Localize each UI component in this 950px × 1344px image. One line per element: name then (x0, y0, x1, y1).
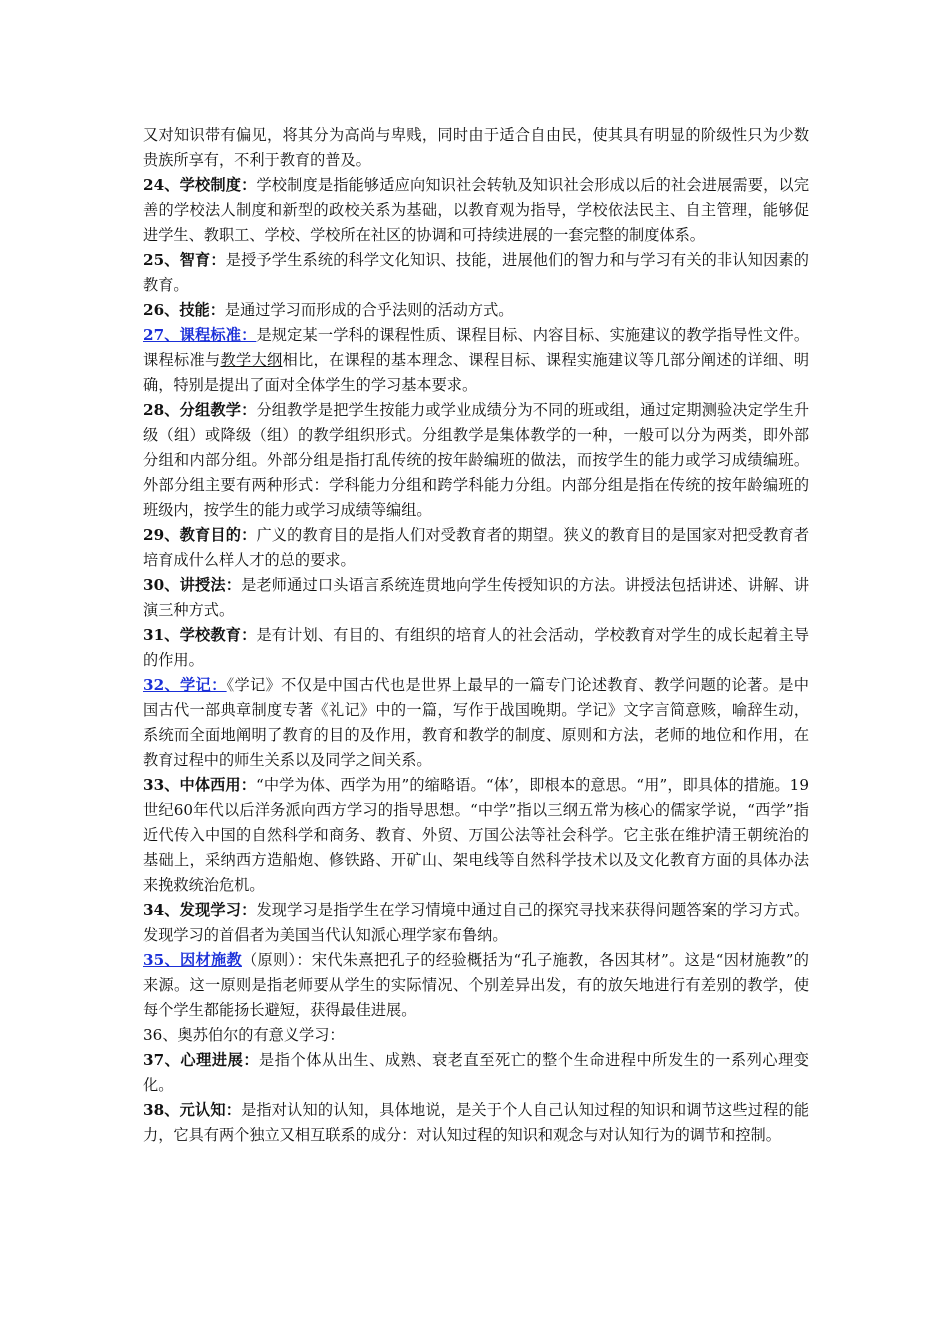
definition-paragraph (143, 773, 809, 898)
definition-text: 又对知识带有偏见，将其分为高尚与卑贱，同时由于适合自由民，使其具有明显的阶级性只为少数贵族所享有，不利于教育的普及。 (143, 126, 809, 169)
definition-paragraph (143, 673, 809, 773)
definition-paragraph (143, 248, 809, 298)
definition-paragraph (143, 1098, 809, 1148)
definition-text: 学校制度是指能够适应向知识社会转轨及知识社会形成以后的社会进展需要，以完善的学校法人制度和新型的政校关系为基础，以教育观为指导，学校依法民主、自主管理，能够促进学生、教职工、学校、学校所在社区的协调和可持续进展的一套完整的制度体系。 (143, 176, 810, 244)
definition-text: 是授予学生系统的科学文化知识、技能，进展他们的智力和与学习有关的非认知因素的教育。 (143, 251, 809, 294)
term-heading: 33、中体西用： (143, 776, 256, 794)
definition-paragraph (143, 298, 809, 323)
definition-text: 是指对认知的认知，具体地说，是关于个人自己认知过程的知识和调节这些过程的能力，它具有两个独立又相互联系的成分：对认知过程的知识和观念与对认知行为的调节和控制。 (143, 1101, 810, 1144)
definition-text: 广义的教育目的是指人们对受教育者的期望。狭义的教育目的是国家对把受教育者培育成什么样人才的总的要求。 (143, 526, 810, 569)
definition-paragraph (143, 948, 809, 1023)
definition-paragraph (143, 573, 809, 623)
definition-text: “中学为体、西学为用”的缩略语。“体’，即根本的意思。“用”，即具体的措施。19世纪60年代以后洋务派向西方学习的指导思想。“中学”指以三纲五常为核心的儒家学说，“西学”指近代传入中国的自然科学和商务、教育、外贸、万国公法等社会科学。它主张在维护清王朝统治的基础上，采纳西方造船炮、修铁路、开矿山、架电线等自然科学技术以及文化教育方面的具体办法来挽救统治危机。 (143, 776, 809, 894)
term-heading: 26、技能： (143, 301, 225, 319)
definition-text: 发现学习是指学生在学习情境中通过自己的探究寻找来获得问题答案的学习方式。发现学习的首倡者为美国当代认知派心理学家布鲁纳。 (143, 901, 810, 944)
definition-text: 《学记》不仅是中国古代也是世界上最早的一篇专门论述教育、教学问题的论著。是中国古代一部典章制度专著《礼记》中的一篇，写作于战国晚期。学记》文字言简意赅，喻辞生动，系统而全面地阐明了教育的目的及作用，教育和教学的制度、原则和方法，老师的地位和作用，在教育过程中的师生关系以及同学之间关系。 (143, 676, 809, 769)
term-heading: 28、分组教学： (143, 401, 257, 419)
definition-paragraph (143, 898, 809, 948)
term-link[interactable]: 32、学记： (143, 676, 227, 694)
term-link[interactable]: 27、课程标准： (143, 326, 257, 344)
underlined-reference: 教学大纲 (220, 351, 283, 369)
term-heading: 24、学校制度： (143, 176, 257, 194)
definition-text: （原则）：宋代朱熹把孔子的经验概括为“孔子施教，各因其材”。这是“因材施教”的来源。这一原则是指老师要从学生的实际情况、个别差异出发，有的放矢地进行有差别的教学，使每个学生都能扬长避短，获得最佳进展。 (143, 951, 809, 1019)
term-heading: 37、心理进展： (143, 1051, 260, 1069)
definition-paragraph (143, 623, 809, 673)
definition-text: 是有计划、有目的、有组织的培育人的社会活动，学校教育对学生的成长起着主导的作用。 (143, 626, 810, 669)
definition-paragraph (143, 398, 809, 523)
definition-text: 36、奥苏伯尔的有意义学习： (143, 1026, 345, 1044)
document-body (143, 123, 809, 1148)
definition-text: 是通过学习而形成的合乎法则的活动方式。 (224, 301, 514, 319)
term-heading: 31、学校教育： (143, 626, 257, 644)
definition-text: 相比，在课程的基本理念、课程目标、课程实施建议等几部分阐述的详细、明确，特别是提出了面对全体学生的学习基本要求。 (143, 351, 810, 394)
definition-paragraph (143, 323, 809, 398)
definition-paragraph (143, 1023, 809, 1048)
term-heading: 38、元认知： (143, 1101, 242, 1119)
term-heading: 25、智育： (143, 251, 226, 269)
definition-paragraph (143, 123, 809, 173)
definition-text: 分组教学是把学生按能力或学业成绩分为不同的班或组，通过定期测验决定学生升级（组）或降级（组）的教学组织形式。分组教学是集体教学的一种，一般可以分为两类，即外部分组和内部分组。外部分组是指打乱传统的按年龄编班的做法，而按学生的能力或学习成绩编班。外部分组主要有两种形式：学科能力分组和跨学科能力分组。内部分组是指在传统的按年龄编班的班级内，按学生的能力或学习成绩等编组。 (143, 401, 810, 519)
term-link[interactable]: 35、因材施教 (143, 951, 242, 969)
term-heading: 29、教育目的： (143, 526, 257, 544)
definition-text: 是规定某一学科的课程性质、课程目标、内容目标、实施建议的教学指导性文件。课程标准与 (143, 326, 810, 369)
definition-paragraph (143, 1048, 809, 1098)
term-heading: 34、发现学习： (143, 901, 257, 919)
definition-paragraph (143, 523, 809, 573)
definition-text: 是老师通过口头语言系统连贯地向学生传授知识的方法。讲授法包括讲述、讲解、讲演三种方式。 (143, 576, 810, 619)
definition-paragraph (143, 173, 809, 248)
definition-text: 是指个体从出生、成熟、衰老直至死亡的整个生命进程中所发生的一系列心理变化。 (143, 1051, 809, 1094)
term-heading: 30、讲授法： (143, 576, 242, 594)
